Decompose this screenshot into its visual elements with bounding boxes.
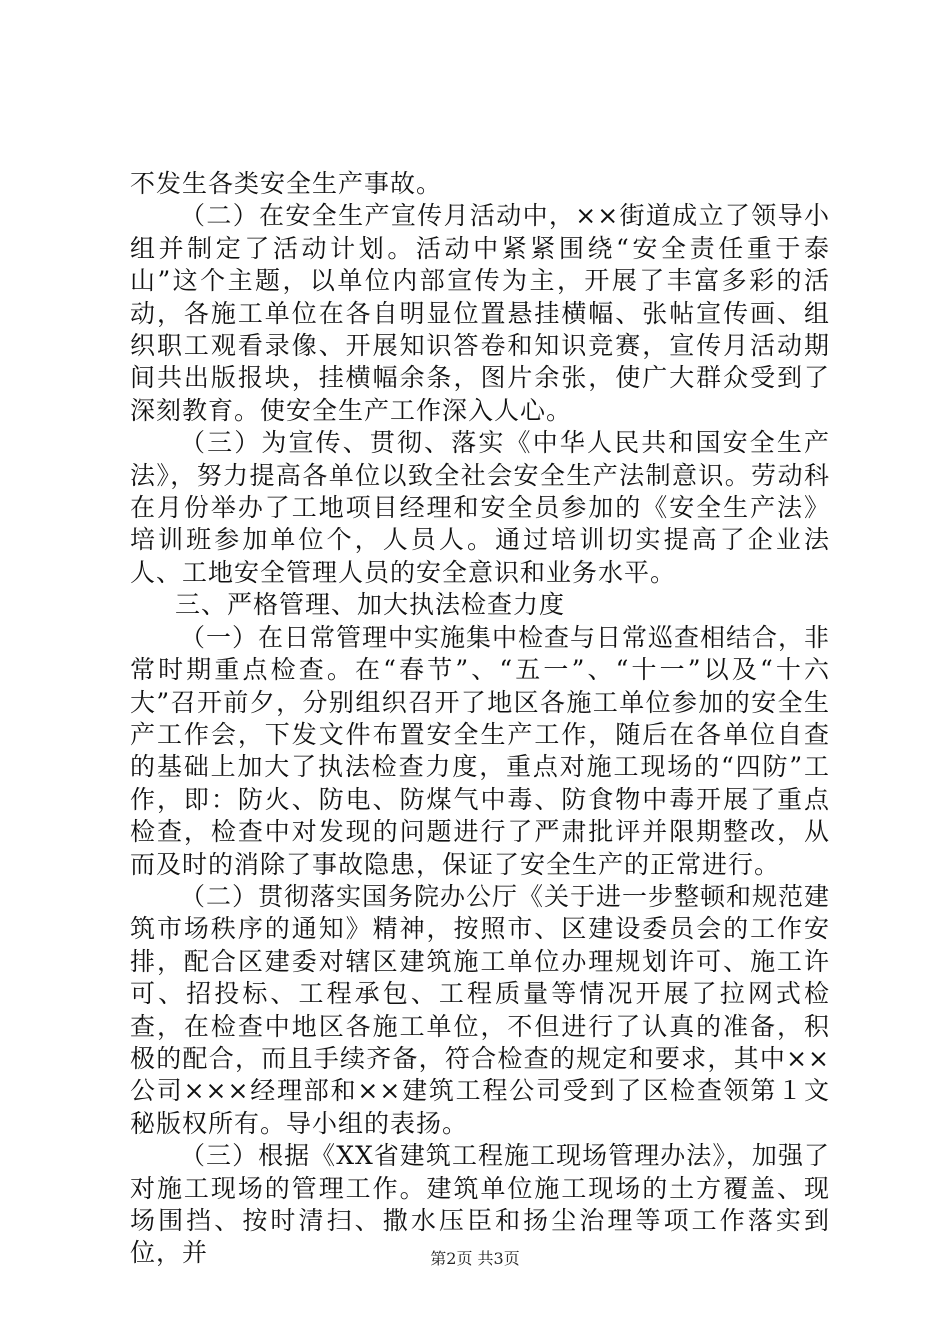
paragraph-safety-law: （三）为宣传、贯彻、落实《中华人民共和国安全生产法》，努力提高各单位以致全社会安全生产法制意识。劳动科在月份举办了工地项目经理和安全员参加的《安全生产法》培训班参加单位个，人员人。通过培训切实提高了企业法人、工地安全管理人员的安全意识和业务水平。: [130, 428, 830, 587]
paragraph-continuation: 不发生各类安全生产事故。: [130, 169, 443, 198]
section-heading-strict-management: 三、严格管理、加大执法检查力度: [175, 590, 566, 620]
paragraph-publicity-month: （二）在安全生产宣传月活动中，××街道成立了领导小组并制定了活动计划。活动中紧紧围绕“安全责任重于泰山”这个主题，以单位内部宣传为主，开展了丰富多彩的活动，各施工单位在各自明显位置悬挂横幅、张帖宣传画、组织职工观看录像、开展知识答卷和知识竞赛，宣传月活动期间共出版报块，挂横幅余条，图片余张，使广大群众受到了深刻教育。使安全生产工作深入人心。: [130, 201, 830, 425]
paragraph-daily-inspection: （一）在日常管理中实施集中检查与日常巡查相结合，非常时期重点检查。在“春节”、“五一”、“十一”以及“十六大”召开前夕，分别组织召开了地区各施工单位参加的安全生产工作会，下发文件布置安全生产工作，随后在各单位自查的基础上加大了执法检查力度，重点对施工现场的“四防”工作，即：防火、防电、防煤气中毒、防食物中毒开展了重点检查，检查中对发现的问题进行了严肃批评并限期整改，从而及时的消除了事故隐患，保证了安全生产的正常进行。: [130, 622, 831, 879]
paragraph-market-order: （二）贯彻落实国务院办公厅《关于进一步整顿和规范建筑市场秩序的通知》精神，按照市、区建设委员会的工作安排，配合区建委对辖区建筑施工单位办理规划许可、施工许可、招投标、工程承包、工程质量等情况开展了拉网式检查，在检查中地区各施工单位，不但进行了认真的准备，积极的配合，而且手续齐备，符合检查的规定和要求，其中××公司×××经理部和××建筑工程公司受到了区检查领第１文秘版权所有。导小组的表扬。: [130, 881, 831, 1138]
page-footer: 第2页 共3页: [430, 1249, 520, 1268]
document-body: [130, 168, 830, 1270]
paragraph-site-management: （三）根据《XX省建筑工程施工现场管理办法》，加强了对施工现场的管理工作。建筑单位施工现场的土方覆盖、现场围挡、按时清扫、撒水压臣和扬尘治理等项工作落实到位，并: [130, 1141, 830, 1268]
